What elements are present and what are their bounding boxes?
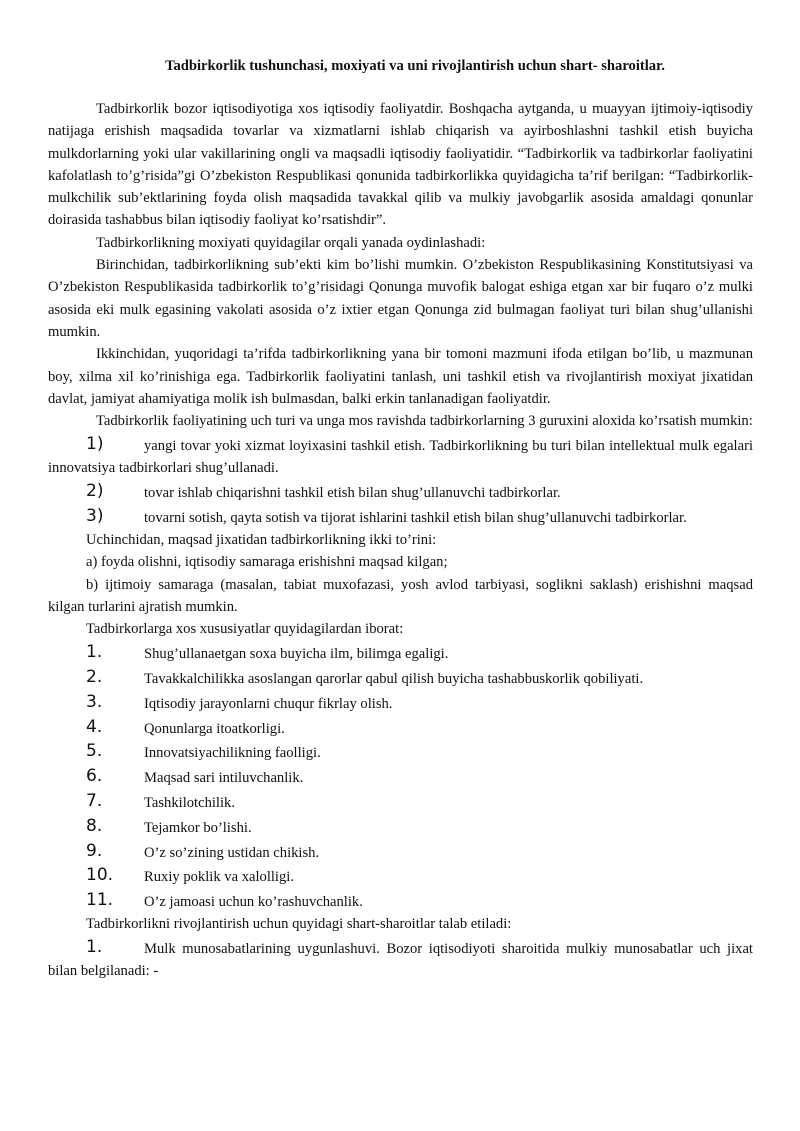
list-item-trait-1 — [48, 643, 753, 665]
list-item-trait-5 — [48, 742, 753, 764]
paragraph-essence-intro: Tadbirkorlikning moxiyati quyidagilar orqali yanada oydinlashadi: — [96, 234, 486, 251]
list-item-text: Innovatsiyachilikning faolligi. — [144, 745, 321, 762]
paragraph-types-intro: Tadbirkorlik faoliyatining uch turi va unga mos ravishda tadbirkorlarning 3 guruxini aloxida ko’rsatish mumkin: — [96, 413, 753, 430]
list-number: 5. — [86, 741, 103, 762]
list-item-trait-7 — [48, 792, 753, 814]
list-number: 2) — [86, 481, 104, 502]
list-item-text: O’z jamoasi uchun ko’rashuvchanlik. — [144, 894, 363, 911]
paragraph-third: Uchinchidan, maqsad jixatidan tadbirkorlikning ikki to’rini: — [86, 532, 437, 549]
document-body — [48, 98, 753, 983]
list-item-text: Mulk munosabatlarining uygunlashuvi. Bozor iqtisodiyoti sharoitida mulkiy munosabatlar uch jixat bilan belgilanadi: - — [48, 941, 753, 980]
list-item-text: Iqtisodiy jarayonlarni chuqur fikrlay olish. — [144, 695, 393, 712]
list-item-text: Tejamkor bo’lishi. — [144, 819, 252, 836]
list-item-text: yangi tovar yoki xizmat loyixasini tashkil etish. Tadbirkorlikning bu turi bilan intellektual mulk egalari innovatsiya tadbirkorlari shug’ullanadi. — [48, 437, 753, 477]
list-number: 3. — [86, 691, 103, 712]
list-item-text: Tavakkalchilikka asoslangan qarorlar qabul qilish buyicha tashabbuskorlik qobiliyati. — [144, 670, 644, 687]
list-item-text: Tashkilotchilik. — [144, 794, 235, 811]
paragraph-first: Birinchidan, tadbirkorlikning sub’ekti kim bo’lishi mumkin. O’zbekiston Respublikasining Konstitutsiyasi va O’zbekiston Respublikasida tadbirkorlik to’g’risidagi Qonunga muvofik balogat eshiga etgan xar bir fuqaro o’z mulki asosida eki mulk egasining vakolati asosida o’z ixtier etgan Qonunga zid bulmagan faoliyat turi bilan shug’ullanishi mumkin. — [48, 257, 753, 340]
list-item-text: Shug’ullanaetgan soxa buyicha ilm, bilimga egaligi. — [144, 646, 449, 663]
list-number: 10. — [86, 865, 114, 886]
list-number: 11. — [86, 890, 114, 911]
paragraph-second: Ikkinchidan, yuqoridagi ta’rifda tadbirkorlikning yana bir tomoni mazmuni ifoda etilgan bo’lib, u mazmunan boy, xilma xil ko’rinishiga ega. Tadbirkorlik faoliyatini tanlash, uni tashkil etish va rivojlantirish moxiyat jixatidan davlat, jamiyat ahamiyatiga molik ish bulmasdan, balki erkin tanlanadigan faoliyatdir. — [48, 346, 753, 407]
list-item-text: Maqsad sari intiluvchanlik. — [144, 770, 304, 787]
list-item-trait-10 — [48, 866, 753, 888]
document-title: Tadbirkorlik tushunchasi, moxiyati va uni rivojlantirish uchun shart- sharoitlar. — [165, 58, 665, 74]
list-item-trait-6 — [48, 767, 753, 789]
list-item-trait-2 — [48, 668, 753, 690]
list-item-condition-1 — [48, 938, 753, 983]
list-item-trait-9 — [48, 842, 753, 864]
list-item-type-2 — [48, 482, 753, 504]
list-item-text: tovarni sotish, qayta sotish va tijorat ishlarini tashkil etish bilan shug’ullanuvchi tadbirkorlar. — [144, 509, 687, 526]
list-item-trait-11 — [48, 891, 753, 913]
list-number: 1. — [86, 937, 103, 958]
list-number: 2. — [86, 666, 103, 687]
paragraph-goal-b: b) ijtimoiy samaraga (masalan, tabiat muxofazasi, yosh avlod tarbiyasi, soglikni saklash) erishishni maqsad kilgan turlarini ajratish mumkin. — [48, 576, 753, 616]
paragraph-goal-a: a) foyda olishni, iqtisodiy samaraga erishishni maqsad kilgan; — [86, 554, 448, 571]
list-number: 3) — [86, 505, 104, 526]
list-number: 8. — [86, 815, 103, 836]
list-item-trait-8 — [48, 817, 753, 839]
paragraph-definition: Tadbirkorlik bozor iqtisodiyotiga xos iqtisodiy faoliyatdir. Boshqacha aytganda, u muayyan ijtimoiy-iqtisodiy natijaga erishish maqsadida tovarlar va xizmatlarni ishlab chiqarish va ayirboshlashni tashkil etish buyicha mulkdorlarning yoki ular vakillarining ongli va maqsadli iqtisodiy faoliyatidir. “Tadbirkorlik va tadbirkorlar faoliyatini kafolatlash to’g’risida”gi O’zbekiston Respublikasi qonunida tadbirkorlikka quyidagicha ta’rif berilgan: “Tadbirkorlik-mulkchilik sub’ektlarining foyda olish maqsadida tavakkal qilib va mulkiy javobgarlik asosida amaldagi qonunlar doirasida tashabbus bilan iqtisodiy faoliyat ko’rsatishdir”. — [48, 101, 753, 229]
list-item-type-1 — [48, 435, 753, 480]
list-item-type-3 — [48, 507, 753, 529]
list-item-trait-3 — [48, 693, 753, 715]
list-number: 1. — [86, 642, 103, 663]
list-item-text: Qonunlarga itoatkorligi. — [144, 720, 285, 737]
list-number: 6. — [86, 766, 103, 787]
paragraph-conditions-intro: Tadbirkorlikni rivojlantirish uchun quyidagi shart-sharoitlar talab etiladi: — [86, 916, 512, 933]
list-number: 1) — [86, 433, 104, 454]
list-number: 9. — [86, 840, 103, 861]
list-item-trait-4 — [48, 718, 753, 740]
list-number: 7. — [86, 790, 103, 811]
list-item-text: O’z so’zining ustidan chikish. — [144, 844, 320, 861]
list-number: 4. — [86, 716, 103, 737]
paragraph-traits-intro: Tadbirkorlarga xos xususiyatlar quyidagilardan iborat: — [86, 621, 404, 638]
list-item-text: tovar ishlab chiqarishni tashkil etish bilan shug’ullanuvchi tadbirkorlar. — [144, 485, 561, 502]
list-item-text: Ruxiy poklik va xalolligi. — [144, 869, 294, 886]
